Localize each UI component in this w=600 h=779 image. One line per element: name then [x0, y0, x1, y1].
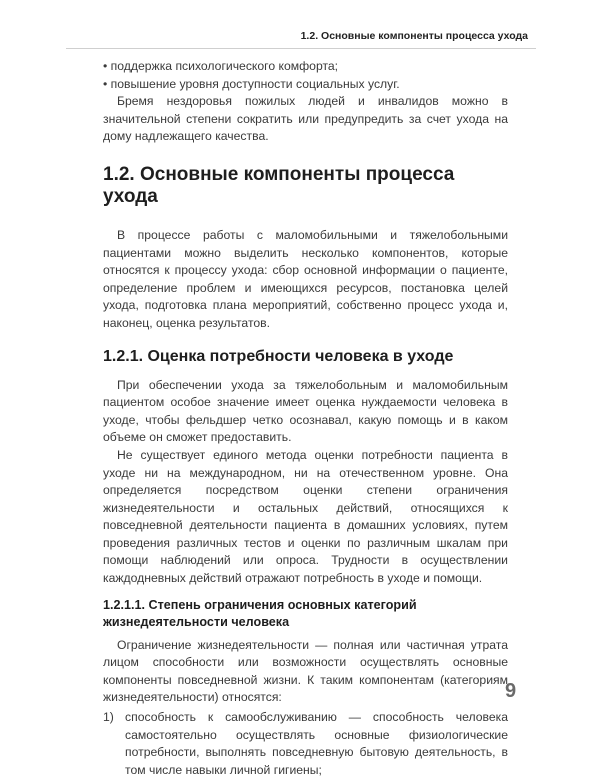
subsection-heading: 1.2.1. Оценка потребности человека в уходе [103, 347, 454, 365]
bullet-item: • повышение уровня доступности социальных услуг. [103, 76, 400, 91]
intro-paragraph: Бремя нездоровья пожилых людей и инвалидов можно в значительной степени сократить или предупредить за счет ухода на дому надлежащего качества. [103, 94, 508, 144]
subsubsection-paragraph: Ограничение жизнедеятельности — полная или частичная утрата лицом способности или возможности осуществлять основные компоненты повседневной жизни. К таким компонентам (категориям жизнедеятельности) относятся: [103, 637, 508, 705]
section-heading: 1.2. Основные компоненты процесса ухода [103, 163, 455, 207]
subsection-paragraph: При обеспечении ухода за тяжелобольным и маломобильным пациентом особое значение имеет оценка нуждаемости человека в уходе, чтобы фельдшер четко осознавал, какую помощь и в каком объеме он сможет предоставить. [103, 377, 508, 445]
list-item [103, 709, 508, 779]
subsection-paragraph: Не существует единого метода оценки потребности пациента в уходе ни на международном, ни на отечественном уровне. Она определяется посредством оценки степени ограничения жизнедеятельности и остальных действий, относящихся к повседневной деятельности пациента в домашних условиях, путем проведения различных тестов и оценки по различным шкалам при помощи наблюдений или опроса. Трудности в осуществлении каждодневных действий отражают потребность в уходе и помощи. [103, 447, 508, 586]
list-item-number: 1) [103, 710, 114, 725]
page-number: 9 [505, 680, 517, 702]
subsubsection-heading: 1.2.1.1. Степень ограничения основных категорий жизнедеятельности человека [103, 597, 417, 629]
running-head: 1.2. Основные компоненты процесса ухода [300, 30, 528, 42]
bullet-item: • поддержка психологического комфорта; [103, 59, 339, 73]
section-paragraph: В процессе работы с маломобильными и тяжелобольными пациентами можно выделить несколько компонентов, которые относятся к процессу ухода: сбор основной информации о пациенте, определение проблем и имеющихся ресурсов, постановка целей ухода, подготовка плана мероприятий, собственно процесс ухода и, наконец, оценка результатов. [103, 227, 508, 330]
list-item-text: способность к самообслуживанию — способность человека самостоятельно осуществлять основные физиологические потребности, выполнять повседневную бытовую деятельность, в том числе навыки личной гигиены; [125, 710, 508, 777]
page-content [103, 58, 508, 779]
header-divider [66, 48, 536, 49]
